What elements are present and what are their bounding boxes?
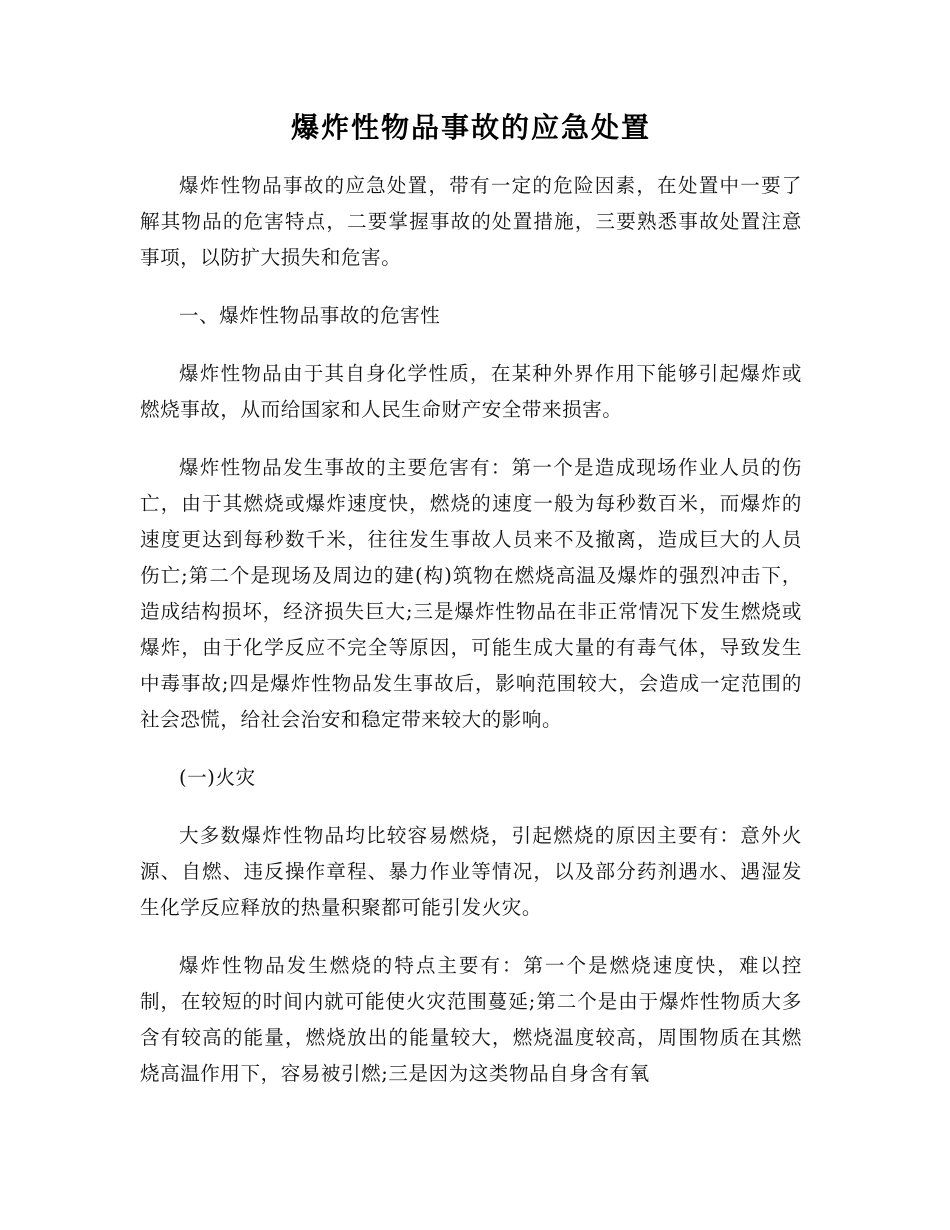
body-paragraph: 爆炸性物品发生燃烧的特点主要有：第一个是燃烧速度快，难以控制，在较短的时间内就可能使火灾范围蔓延;第二个是由于爆炸性物质大多含有较高的能量，燃烧放出的能量较大，燃烧温度较高，周围物质在其燃烧高温作用下，容易被引燃;三是因为这类物品自身含有氧 [140, 954, 802, 1085]
subsection-heading-fire: (一)火灾 [179, 766, 256, 789]
document-title: 爆炸性物品事故的应急处置 [290, 111, 651, 144]
body-paragraph: 爆炸性物品发生事故的主要危害有：第一个是造成现场作业人员的伤亡，由于其燃烧或爆炸速度快，燃烧的速度一般为每秒数百米，而爆炸的速度更达到每秒数千米，往往发生事故人员来不及撤离，造成巨大的人员伤亡;第二个是现场及周边的建(构)筑物在燃烧高温及爆炸的强烈冲击下，造成结构损坏，经济损失巨大;三是爆炸性物品在非正常情况下发生燃烧或爆炸，由于化学反应不完全等原因，可能生成大量的有毒气体，导致发生中毒事故;四是爆炸性物品发生事故后，影响范围较大，会造成一定范围的社会恐慌，给社会治安和稳定带来较大的影响。 [140, 456, 802, 731]
intro-paragraph: 爆炸性物品事故的应急处置，带有一定的危险因素，在处置中一要了解其物品的危害特点，二要掌握事故的处置措施，三要熟悉事故处置注意事项，以防扩大损失和危害。 [140, 174, 802, 269]
body-paragraph: 爆炸性物品由于其自身化学性质，在某种外界作用下能够引起爆炸或燃烧事故，从而给国家和人民生命财产安全带来损害。 [140, 362, 802, 421]
section-heading-hazards: 一、爆炸性物品事故的危害性 [179, 304, 441, 327]
document-page [140, 108, 802, 1114]
body-paragraph: 大多数爆炸性物品均比较容易燃烧，引起燃烧的原因主要有：意外火源、自燃、违反操作章程、暴力作业等情况，以及部分药剂遇水、遇湿发生化学反应释放的热量积聚都可能引发火灾。 [140, 824, 802, 919]
